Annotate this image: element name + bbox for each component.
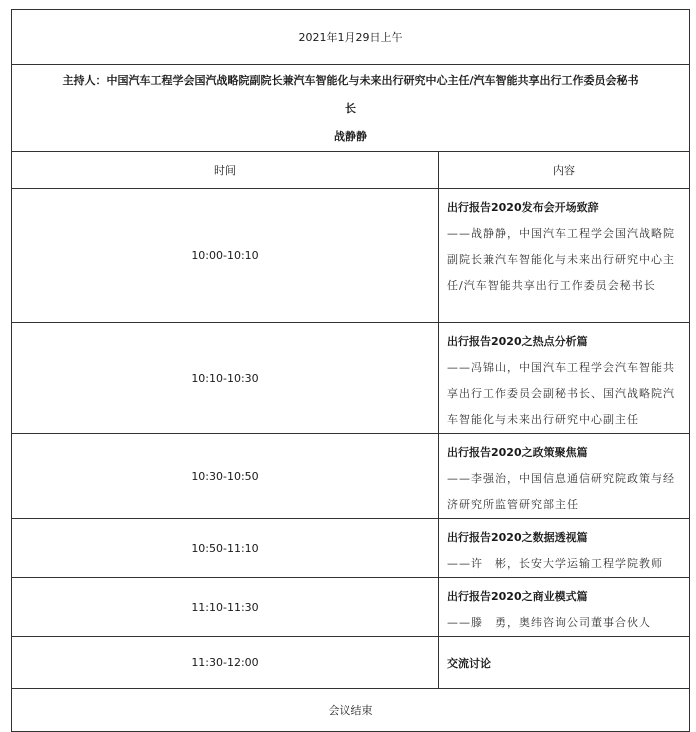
- session-content: [439, 578, 690, 637]
- session-content: [439, 323, 690, 434]
- time-column-header: 时间: [12, 152, 439, 189]
- end-row: [12, 689, 690, 732]
- session-speaker: ——战静静，中国汽车工程学会国汽战略院副院长兼汽车智能化与未来出行研究中心主任/汽车智能共享出行工作委员会秘书长: [447, 227, 675, 292]
- table-row: [12, 578, 690, 637]
- session-speaker: ——冯锦山，中国汽车工程学会汽车智能共享出行工作委员会副秘书长、国汽战略院汽车智能化与未来出行研究中心副主任: [447, 361, 675, 426]
- table-row: [12, 519, 690, 578]
- table-row: [12, 637, 690, 689]
- time-slot: 10:50-11:10: [12, 519, 439, 578]
- session-title: 出行报告2020之商业模式篇: [447, 590, 588, 603]
- column-header-row: [12, 152, 690, 189]
- session-title: 出行报告2020之热点分析篇: [447, 335, 588, 348]
- agenda-table: [11, 9, 690, 732]
- session-speaker: ——许 彬，长安大学运输工程学院教师: [447, 557, 663, 570]
- content-column-header: 内容: [439, 152, 690, 189]
- session-title: 交流讨论: [439, 637, 690, 689]
- meeting-end-text: 会议结束: [12, 689, 690, 732]
- time-slot: 11:10-11:30: [12, 578, 439, 637]
- event-date: 2021年1月29日上午: [12, 10, 690, 65]
- table-row: [12, 434, 690, 519]
- session-content: [439, 189, 690, 323]
- host-row: [12, 65, 690, 152]
- table-row: [12, 323, 690, 434]
- time-slot: 11:30-12:00: [12, 637, 439, 689]
- time-slot: 10:30-10:50: [12, 434, 439, 519]
- session-title: 出行报告2020之政策聚焦篇: [447, 446, 588, 459]
- session-title: 出行报告2020之数据透视篇: [447, 531, 588, 544]
- time-slot: 10:00-10:10: [12, 189, 439, 323]
- host-title-line2: 长: [345, 102, 356, 115]
- session-content: [439, 434, 690, 519]
- host-info: [12, 65, 690, 152]
- date-row: [12, 10, 690, 65]
- session-content: [439, 519, 690, 578]
- host-title-line1: 主持人：中国汽车工程学会国汽战略院副院长兼汽车智能化与未来出行研究中心主任/汽车智能共享出行工作委员会秘书: [62, 74, 639, 87]
- time-slot: 10:10-10:30: [12, 323, 439, 434]
- session-title: 出行报告2020发布会开场致辞: [447, 201, 599, 214]
- session-speaker: ——李强治，中国信息通信研究院政策与经济研究所监管研究部主任: [447, 472, 675, 511]
- host-name: 战静静: [334, 130, 367, 143]
- table-row: [12, 189, 690, 323]
- session-speaker: ——滕 勇，奥纬咨询公司董事合伙人: [447, 616, 651, 629]
